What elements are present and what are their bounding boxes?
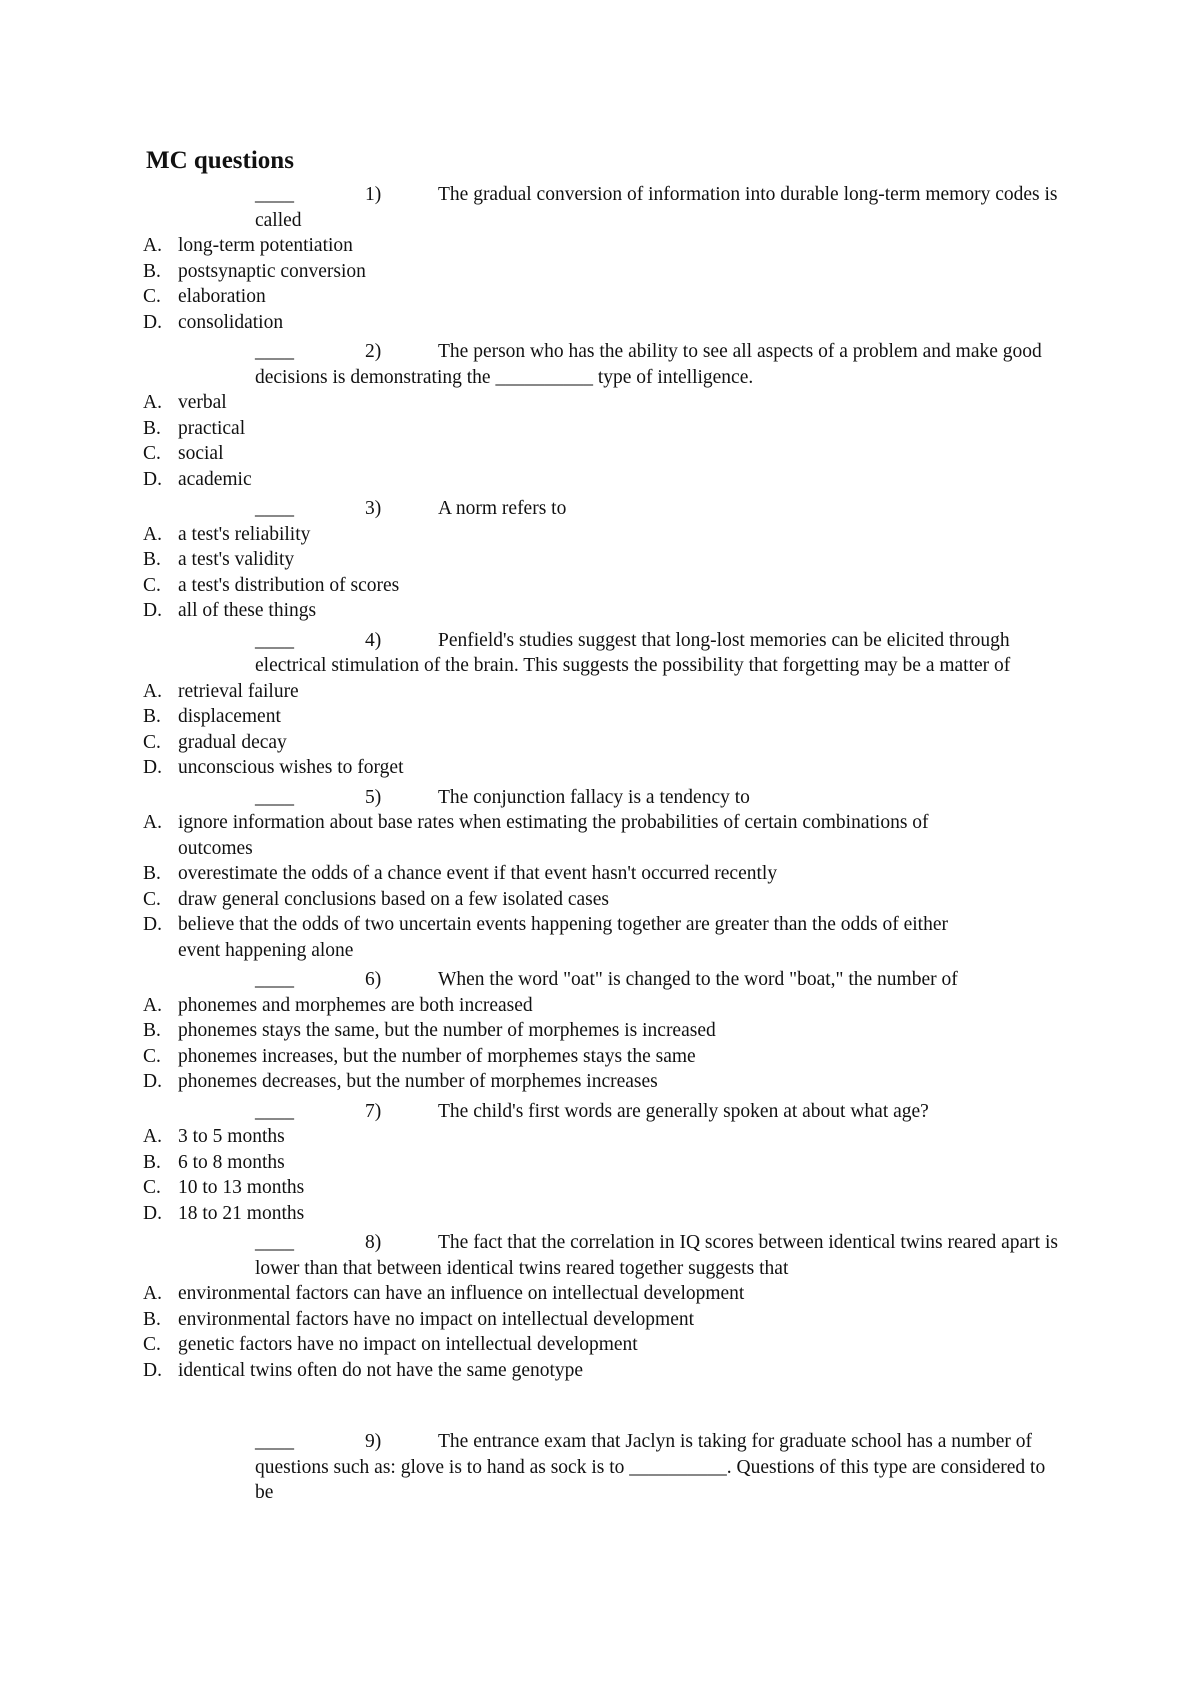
question-number: 6) xyxy=(365,969,382,990)
option-text: unconscious wishes to forget xyxy=(178,757,404,778)
question-block xyxy=(0,178,1200,335)
option-text: phonemes and morphemes are both increased xyxy=(178,994,533,1016)
option-letter: A. xyxy=(143,235,162,256)
answer-option xyxy=(0,1044,1200,1070)
option-letter: D. xyxy=(143,468,162,490)
question-stem: The entrance exam that Jaclyn is taking for graduate school has a number of questions such as: glove is to hand as sock is to __________. Questions of this type are considered to be xyxy=(255,1431,1046,1503)
option-letter: A. xyxy=(143,812,162,833)
option-letter: C. xyxy=(143,888,161,910)
option-text: practical xyxy=(178,417,246,439)
option-letter: C. xyxy=(143,731,161,753)
question-header xyxy=(0,1226,1200,1281)
answer-option xyxy=(0,259,1200,285)
answer-blank: ____ xyxy=(255,786,294,808)
option-list xyxy=(0,679,1200,781)
option-letter: A. xyxy=(143,523,162,545)
option-list xyxy=(0,233,1200,335)
option-letter: C. xyxy=(143,1045,161,1067)
option-text: a test's reliability xyxy=(178,523,311,545)
answer-blank: ____ xyxy=(255,498,294,519)
answer-option xyxy=(0,1069,1200,1095)
answer-option xyxy=(0,233,1200,259)
question-block xyxy=(0,624,1200,781)
question-stem: When the word "oat" is changed to the word "boat," the number of xyxy=(438,969,958,990)
question-stem: Penfield's studies suggest that long-lost memories can be elicited through electrical stimulation of the brain. This suggests the possibility that forgetting may be a matter of xyxy=(255,629,1011,676)
answer-option xyxy=(0,598,1200,624)
question-stem: The person who has the ability to see all aspects of a problem and make good decisions is demonstrating the __________ type of intelligence. xyxy=(255,341,1042,388)
answer-option xyxy=(0,310,1200,336)
question-header xyxy=(0,624,1200,679)
option-letter: D. xyxy=(143,914,162,935)
answer-blank: ____ xyxy=(255,1100,294,1122)
question-number: 2) xyxy=(365,341,382,362)
answer-option xyxy=(0,1150,1200,1176)
question-header xyxy=(0,492,1200,522)
question-block xyxy=(0,492,1200,624)
question-header xyxy=(0,1425,1200,1506)
question-block xyxy=(0,1226,1200,1383)
option-text: all of these things xyxy=(178,600,317,621)
option-list xyxy=(0,810,1200,963)
option-list xyxy=(0,1281,1200,1383)
option-text: academic xyxy=(178,468,252,490)
option-letter: B. xyxy=(143,417,161,439)
option-letter: B. xyxy=(143,1020,161,1041)
option-letter: A. xyxy=(143,1126,162,1147)
answer-blank: ____ xyxy=(255,969,294,990)
spacer xyxy=(0,1383,1200,1425)
option-letter: C. xyxy=(143,286,161,307)
option-letter: B. xyxy=(143,863,161,884)
answer-blank: ____ xyxy=(255,1431,294,1452)
question-number: 3) xyxy=(365,498,382,519)
answer-option xyxy=(0,993,1200,1019)
option-letter: D. xyxy=(143,1359,162,1381)
option-letter: D. xyxy=(143,1202,162,1224)
answer-option xyxy=(0,810,1200,861)
option-text: displacement xyxy=(178,706,281,727)
option-letter: D. xyxy=(143,600,162,621)
question-header xyxy=(0,1095,1200,1125)
question-number: 4) xyxy=(365,629,382,651)
question-header xyxy=(0,335,1200,390)
option-text: gradual decay xyxy=(178,731,287,753)
option-text: environmental factors have no impact on intellectual development xyxy=(178,1308,695,1330)
option-text: ignore information about base rates when estimating the probabilities of certain combinations of outcomes xyxy=(178,812,929,859)
option-letter: B. xyxy=(143,1308,161,1330)
answer-blank: ____ xyxy=(255,184,294,205)
option-text: genetic factors have no impact on intellectual development xyxy=(178,1334,638,1355)
answer-option xyxy=(0,284,1200,310)
question-header xyxy=(0,178,1200,233)
option-letter: C. xyxy=(143,443,161,464)
option-letter: B. xyxy=(143,260,161,282)
question-stem: The conjunction fallacy is a tendency to xyxy=(438,786,750,808)
answer-option xyxy=(0,704,1200,730)
question-block xyxy=(0,1425,1200,1506)
answer-option xyxy=(0,1018,1200,1044)
question-number: 7) xyxy=(365,1100,382,1122)
option-text: phonemes stays the same, but the number of morphemes is increased xyxy=(178,1020,716,1041)
answer-blank: ____ xyxy=(255,1232,294,1253)
option-letter: C. xyxy=(143,1334,161,1355)
answer-option xyxy=(0,1332,1200,1358)
question-stem: The gradual conversion of information into durable long-term memory codes is called xyxy=(255,184,1058,231)
option-list xyxy=(0,390,1200,492)
option-letter: D. xyxy=(143,311,162,333)
answer-option xyxy=(0,522,1200,548)
option-text: phonemes decreases, but the number of morphemes increases xyxy=(178,1071,658,1092)
answer-blank: ____ xyxy=(255,629,294,651)
option-text: retrieval failure xyxy=(178,680,299,702)
option-letter: D. xyxy=(143,1071,162,1092)
answer-option xyxy=(0,755,1200,781)
option-text: believe that the odds of two uncertain events happening together are greater than the odds of either event happening alone xyxy=(178,914,948,961)
answer-option xyxy=(0,573,1200,599)
option-letter: B. xyxy=(143,1151,161,1173)
option-text: 6 to 8 months xyxy=(178,1151,285,1173)
question-stem: The fact that the correlation in IQ scores between identical twins reared apart is lower than that between identical twins reared together suggests that xyxy=(255,1232,1058,1279)
question-block xyxy=(0,781,1200,964)
answer-option xyxy=(0,467,1200,493)
option-text: postsynaptic conversion xyxy=(178,260,366,282)
page-title: MC questions xyxy=(146,147,294,174)
answer-blank: ____ xyxy=(255,341,294,362)
answer-option xyxy=(0,1307,1200,1333)
answer-option xyxy=(0,1358,1200,1384)
option-text: overestimate the odds of a chance event if that event hasn't occurred recently xyxy=(178,863,778,884)
option-letter: A. xyxy=(143,1283,162,1304)
answer-option xyxy=(0,679,1200,705)
question-stem: The child's first words are generally spoken at about what age? xyxy=(438,1100,929,1122)
answer-option xyxy=(0,1175,1200,1201)
option-text: identical twins often do not have the same genotype xyxy=(178,1359,584,1381)
option-letter: C. xyxy=(143,574,161,596)
question-number: 8) xyxy=(365,1232,382,1253)
option-list xyxy=(0,522,1200,624)
option-text: 3 to 5 months xyxy=(178,1126,285,1147)
answer-option xyxy=(0,912,1200,963)
option-letter: B. xyxy=(143,549,161,570)
option-letter: A. xyxy=(143,392,162,413)
question-number: 1) xyxy=(365,184,382,205)
option-list xyxy=(0,993,1200,1095)
option-letter: A. xyxy=(143,994,162,1016)
option-letter: D. xyxy=(143,757,162,778)
option-text: elaboration xyxy=(178,286,266,307)
question-number: 9) xyxy=(365,1431,382,1452)
option-text: 10 to 13 months xyxy=(178,1177,305,1198)
answer-option xyxy=(0,416,1200,442)
answer-option xyxy=(0,441,1200,467)
answer-option xyxy=(0,887,1200,913)
question-block xyxy=(0,1095,1200,1227)
answer-option xyxy=(0,547,1200,573)
answer-option xyxy=(0,1201,1200,1227)
option-text: social xyxy=(178,443,224,464)
question-number: 5) xyxy=(365,786,382,808)
question-header xyxy=(0,963,1200,993)
option-list xyxy=(0,1124,1200,1226)
answer-option xyxy=(0,390,1200,416)
option-text: environmental factors can have an influence on intellectual development xyxy=(178,1283,745,1304)
question-list xyxy=(0,178,1200,1506)
option-letter: C. xyxy=(143,1177,161,1198)
option-text: consolidation xyxy=(178,311,284,333)
answer-option xyxy=(0,730,1200,756)
option-text: draw general conclusions based on a few isolated cases xyxy=(178,888,610,910)
option-text: phonemes increases, but the number of morphemes stays the same xyxy=(178,1045,696,1067)
option-text: long-term potentiation xyxy=(178,235,353,256)
answer-option xyxy=(0,861,1200,887)
question-block xyxy=(0,335,1200,492)
option-letter: A. xyxy=(143,680,162,702)
option-letter: B. xyxy=(143,706,161,727)
option-text: verbal xyxy=(178,392,227,413)
question-stem: A norm refers to xyxy=(438,498,567,519)
option-text: 18 to 21 months xyxy=(178,1202,305,1224)
answer-option xyxy=(0,1281,1200,1307)
question-block xyxy=(0,963,1200,1095)
option-text: a test's distribution of scores xyxy=(178,574,400,596)
answer-option xyxy=(0,1124,1200,1150)
option-text: a test's validity xyxy=(178,549,295,570)
question-header xyxy=(0,781,1200,811)
